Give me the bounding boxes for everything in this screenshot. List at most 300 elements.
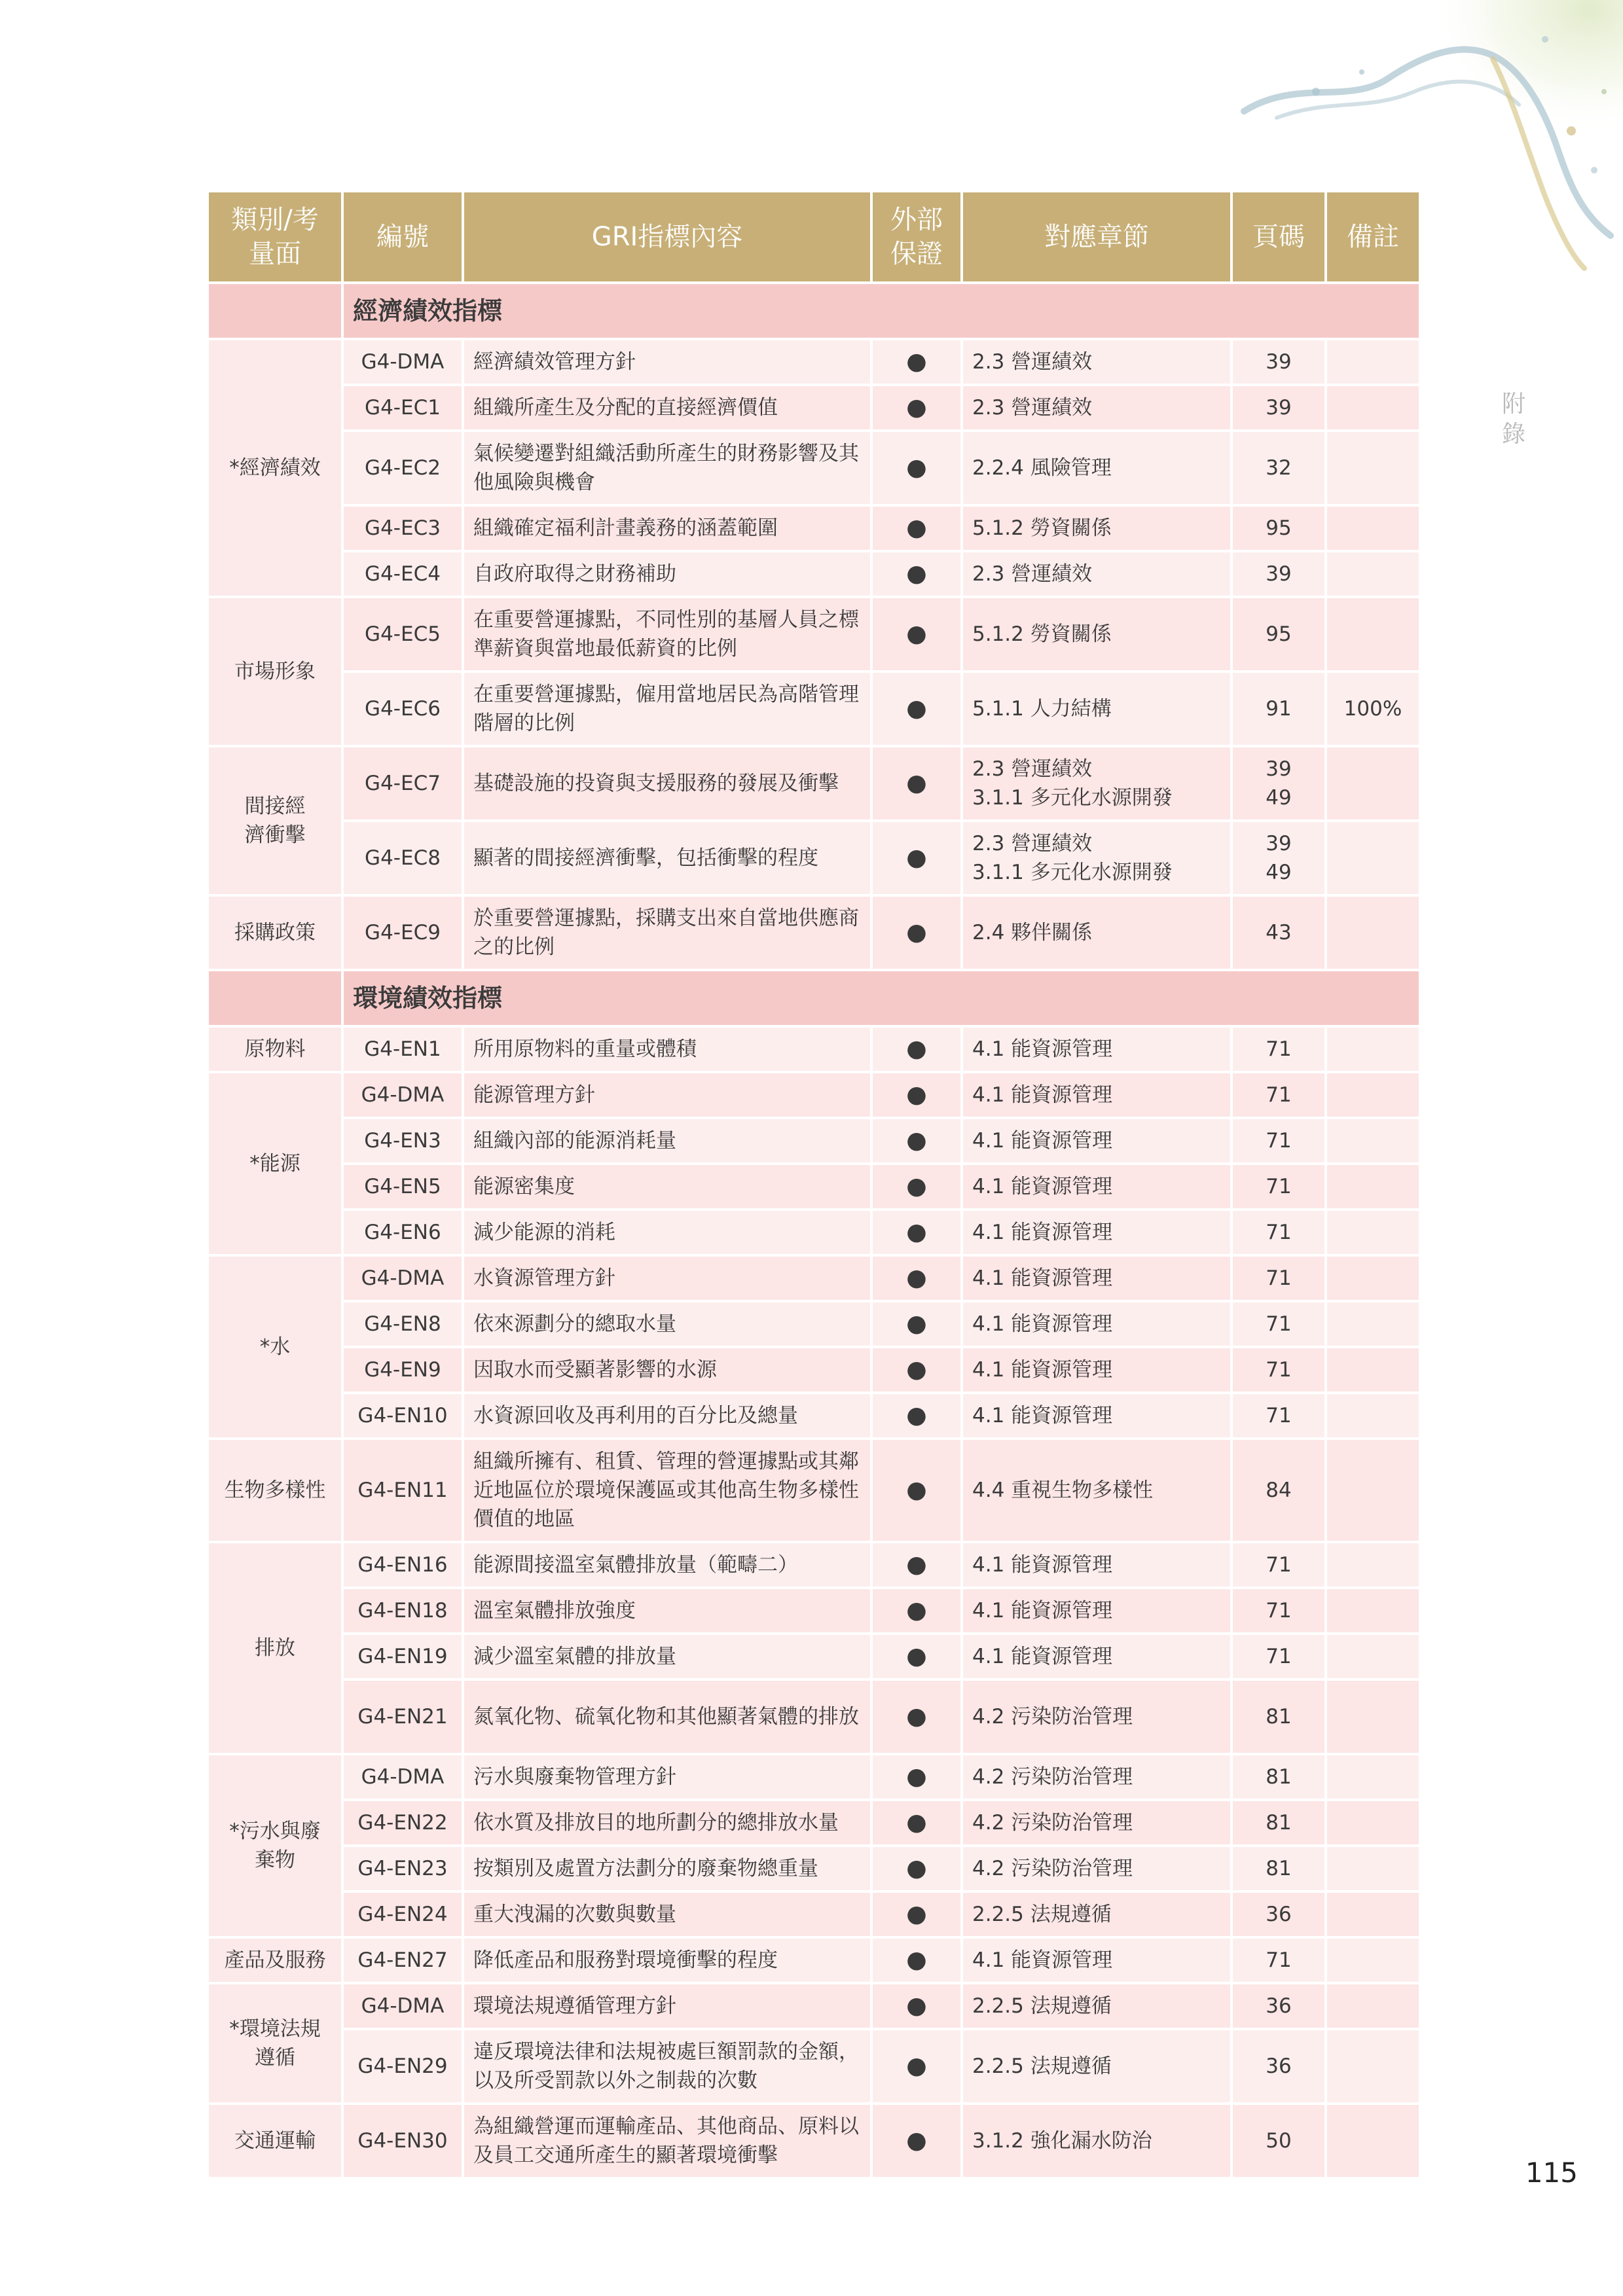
note-cell [1327, 598, 1419, 670]
category-cell: *污水與廢棄物 [209, 1755, 341, 1936]
indicator-cell: 組織內部的能源消耗量 [464, 1119, 870, 1162]
chapter-line: 4.1 能資源管理 [972, 1312, 1113, 1336]
note-cell [1327, 1984, 1419, 2028]
chapter-cell [963, 1847, 1230, 1890]
note-cell [1327, 1165, 1419, 1208]
assurance-mark: ● [873, 507, 960, 550]
note-cell [1327, 1755, 1419, 1799]
chapter-cell [963, 1681, 1230, 1753]
chapter-line: 2.3 營運績效 [972, 396, 1093, 420]
code-cell: G4-EC4 [344, 552, 462, 596]
chapter-line: 3.1.1 多元化水源開發 [972, 861, 1173, 884]
code-cell: G4-EC3 [344, 507, 462, 550]
section-title: 環境績效指標 [344, 971, 1419, 1025]
indicator-cell: 氮氧化物、硫氧化物和其他顯著氣體的排放 [464, 1681, 870, 1753]
chapter-line: 2.3 營運績效 [972, 562, 1093, 586]
assurance-mark: ● [873, 432, 960, 504]
page-cell [1233, 1893, 1324, 1936]
page-cell [1233, 747, 1324, 819]
page-line: 71 [1266, 1553, 1292, 1577]
page-cell [1233, 1939, 1324, 1982]
assurance-mark: ● [873, 2030, 960, 2102]
chapter-cell [963, 1589, 1230, 1632]
table-row [209, 1543, 1419, 1587]
category-cell: 原物料 [209, 1028, 341, 1071]
page-line: 71 [1266, 1266, 1292, 1290]
page-line: 71 [1266, 1599, 1292, 1623]
assurance-mark: ● [873, 1302, 960, 1346]
assurance-mark: ● [873, 598, 960, 670]
section-title: 經濟績效指標 [344, 284, 1419, 338]
page-cell [1233, 897, 1324, 969]
table-row [209, 1755, 1419, 1799]
note-cell [1327, 1847, 1419, 1890]
page-line: 49 [1266, 861, 1292, 884]
page-cell [1233, 822, 1324, 894]
note-cell [1327, 1589, 1419, 1632]
chapter-line: 2.3 營運績效 [972, 832, 1093, 855]
chapter-cell [963, 598, 1230, 670]
chapter-cell [963, 1394, 1230, 1437]
chapter-line: 2.2.5 法規遵循 [972, 1903, 1112, 1926]
chapter-cell [963, 1257, 1230, 1300]
chapter-line: 2.3 營運績效 [972, 350, 1093, 374]
page-cell [1233, 1028, 1324, 1071]
chapter-line: 2.4 夥伴關係 [972, 921, 1093, 944]
chapter-line: 4.1 能資源管理 [972, 1037, 1113, 1061]
chapter-cell [963, 1543, 1230, 1587]
indicator-cell: 在重要營運據點，僱用當地居民為高階管理階層的比例 [464, 673, 870, 745]
indicator-cell: 依水質及排放目的地所劃分的總排放水量 [464, 1801, 870, 1844]
chapter-line: 2.2.4 風險管理 [972, 456, 1112, 480]
chapter-line: 4.2 污染防治管理 [972, 1765, 1133, 1789]
indicator-cell: 降低產品和服務對環境衝擊的程度 [464, 1939, 870, 1982]
table-row [209, 1257, 1419, 1300]
page-line: 32 [1266, 456, 1292, 480]
chapter-cell [963, 1755, 1230, 1799]
page-cell [1233, 673, 1324, 745]
table-row [209, 1589, 1419, 1632]
page-cell [1233, 507, 1324, 550]
page-line: 71 [1266, 1221, 1292, 1244]
note-cell [1327, 1893, 1419, 1936]
page-number: 115 [1525, 2157, 1578, 2189]
page-cell [1233, 552, 1324, 596]
code-cell: G4-EN18 [344, 1589, 462, 1632]
page-line: 71 [1266, 1404, 1292, 1427]
chapter-line: 4.1 能資源管理 [972, 1948, 1113, 1972]
chapter-cell [963, 386, 1230, 429]
page-cell [1233, 1440, 1324, 1541]
code-cell: G4-EN11 [344, 1440, 462, 1541]
page-line: 71 [1266, 1083, 1292, 1107]
indicator-cell: 因取水而受顯著影響的水源 [464, 1348, 870, 1391]
indicator-cell: 環境法規遵循管理方針 [464, 1984, 870, 2028]
page-line: 71 [1266, 1358, 1292, 1382]
chapter-cell [963, 673, 1230, 745]
indicator-cell: 所用原物料的重量或體積 [464, 1028, 870, 1071]
chapter-line: 3.1.1 多元化水源開發 [972, 786, 1173, 810]
table-row [209, 1119, 1419, 1162]
assurance-mark: ● [873, 386, 960, 429]
note-cell [1327, 1635, 1419, 1678]
indicator-cell: 經濟績效管理方針 [464, 340, 870, 384]
assurance-mark: ● [873, 673, 960, 745]
code-cell: G4-EC7 [344, 747, 462, 819]
chapter-line: 2.3 營運績效 [972, 757, 1093, 781]
table-row [209, 340, 1419, 384]
chapter-cell [963, 822, 1230, 894]
table-header-row [209, 192, 1419, 281]
indicator-cell: 自政府取得之財務補助 [464, 552, 870, 596]
note-cell [1327, 1211, 1419, 1254]
category-cell: 生物多樣性 [209, 1440, 341, 1541]
code-cell: G4-DMA [344, 1257, 462, 1300]
chapter-line: 5.1.2 勞資關係 [972, 516, 1112, 540]
gri-index-table [206, 190, 1421, 2179]
chapter-line: 4.1 能資源管理 [972, 1404, 1113, 1427]
chapter-cell [963, 340, 1230, 384]
chapter-line: 4.2 污染防治管理 [972, 1811, 1133, 1835]
assurance-mark: ● [873, 1257, 960, 1300]
category-cell: 排放 [209, 1543, 341, 1753]
assurance-mark: ● [873, 897, 960, 969]
page-cell [1233, 1755, 1324, 1799]
chapter-cell [963, 2030, 1230, 2102]
page-line: 39 [1266, 350, 1292, 374]
page-cell [1233, 1847, 1324, 1890]
table-row [209, 673, 1419, 745]
chapter-cell [963, 1984, 1230, 2028]
code-cell: G4-EC6 [344, 673, 462, 745]
chapter-line: 4.1 能資源管理 [972, 1129, 1113, 1153]
note-cell [1327, 2030, 1419, 2102]
code-cell: G4-EN27 [344, 1939, 462, 1982]
code-cell: G4-EN29 [344, 2030, 462, 2102]
assurance-mark: ● [873, 1028, 960, 1071]
page-cell [1233, 1119, 1324, 1162]
category-cell: 交通運輸 [209, 2105, 341, 2177]
indicator-cell: 於重要營運據點，採購支出來自當地供應商之的比例 [464, 897, 870, 969]
table-row [209, 552, 1419, 596]
assurance-mark: ● [873, 1801, 960, 1844]
page-line: 39 [1266, 757, 1292, 781]
table-row [209, 1440, 1419, 1541]
page-line: 71 [1266, 1645, 1292, 1668]
chapter-cell [963, 1028, 1230, 1071]
table-body [209, 284, 1419, 2177]
page-line: 81 [1266, 1811, 1292, 1835]
chapter-cell [963, 897, 1230, 969]
page-cell [1233, 432, 1324, 504]
code-cell: G4-EC2 [344, 432, 462, 504]
page-line: 43 [1266, 921, 1292, 944]
note-cell [1327, 432, 1419, 504]
category-cell: 間接經濟衝擊 [209, 747, 341, 894]
page-line: 39 [1266, 396, 1292, 420]
indicator-cell: 能源間接溫室氣體排放量（範疇二） [464, 1543, 870, 1587]
indicator-cell: 違反環境法律和法規被處巨額罰款的金額，以及所受罰款以外之制裁的次數 [464, 2030, 870, 2102]
category-cell: *水 [209, 1257, 341, 1437]
code-cell: G4-EN9 [344, 1348, 462, 1391]
table-row [209, 747, 1419, 819]
assurance-mark: ● [873, 2105, 960, 2177]
header-code: 編號 [344, 192, 462, 281]
code-cell: G4-EC5 [344, 598, 462, 670]
page-line: 91 [1266, 697, 1292, 721]
note-cell [1327, 1939, 1419, 1982]
page-line: 36 [1266, 1994, 1292, 2018]
indicator-cell: 按類別及處置方法劃分的廢棄物總重量 [464, 1847, 870, 1890]
table-row [209, 1348, 1419, 1391]
chapter-cell [963, 1165, 1230, 1208]
indicator-cell: 能源密集度 [464, 1165, 870, 1208]
indicator-cell: 組織確定福利計畫義務的涵蓋範圍 [464, 507, 870, 550]
code-cell: G4-DMA [344, 1755, 462, 1799]
page-cell [1233, 1543, 1324, 1587]
code-cell: G4-EN21 [344, 1681, 462, 1753]
indicator-cell: 減少溫室氣體的排放量 [464, 1635, 870, 1678]
table-row [209, 432, 1419, 504]
chapter-line: 5.1.2 勞資關係 [972, 622, 1112, 646]
header-note: 備註 [1327, 192, 1419, 281]
table-row [209, 1939, 1419, 1982]
assurance-mark: ● [873, 1589, 960, 1632]
code-cell: G4-EN6 [344, 1211, 462, 1254]
category-cell: *能源 [209, 1073, 341, 1254]
page-line: 36 [1266, 1903, 1292, 1926]
category-cell: *環境法規遵循 [209, 1984, 341, 2102]
chapter-line: 3.1.2 強化漏水防治 [972, 2129, 1152, 2153]
assurance-mark: ● [873, 1847, 960, 1890]
note-cell [1327, 1073, 1419, 1117]
indicator-cell: 在重要營運據點，不同性別的基層人員之標準薪資與當地最低薪資的比例 [464, 598, 870, 670]
note-cell [1327, 1257, 1419, 1300]
note-cell [1327, 1801, 1419, 1844]
section-row [209, 971, 1419, 1025]
page-cell [1233, 598, 1324, 670]
note-cell [1327, 1394, 1419, 1437]
chapter-cell [963, 1939, 1230, 1982]
assurance-mark: ● [873, 1348, 960, 1391]
header-chapter: 對應章節 [963, 192, 1230, 281]
code-cell: G4-EN8 [344, 1302, 462, 1346]
code-cell: G4-EC8 [344, 822, 462, 894]
category-cell: 產品及服務 [209, 1939, 341, 1982]
assurance-mark: ● [873, 1939, 960, 1982]
chapter-line: 4.1 能資源管理 [972, 1175, 1113, 1198]
note-cell [1327, 1302, 1419, 1346]
page-line: 36 [1266, 2054, 1292, 2078]
page-line: 49 [1266, 786, 1292, 810]
assurance-mark: ● [873, 1543, 960, 1587]
assurance-mark: ● [873, 1119, 960, 1162]
note-cell [1327, 897, 1419, 969]
code-cell: G4-EN1 [344, 1028, 462, 1071]
assurance-mark: ● [873, 747, 960, 819]
page-line: 71 [1266, 1129, 1292, 1153]
assurance-mark: ● [873, 1073, 960, 1117]
indicator-cell: 基礎設施的投資與支援服務的發展及衝擊 [464, 747, 870, 819]
code-cell: G4-EN10 [344, 1394, 462, 1437]
chapter-line: 4.4 重視生物多樣性 [972, 1479, 1154, 1502]
chapter-cell [963, 1348, 1230, 1391]
page-line: 39 [1266, 832, 1292, 855]
table-row [209, 1028, 1419, 1071]
chapter-line: 4.1 能資源管理 [972, 1358, 1113, 1382]
note-cell [1327, 507, 1419, 550]
page-cell [1233, 1635, 1324, 1678]
note-cell [1327, 1119, 1419, 1162]
assurance-mark: ● [873, 340, 960, 384]
page-line: 39 [1266, 562, 1292, 586]
chapter-cell [963, 552, 1230, 596]
indicator-cell: 水資源回收及再利用的百分比及總量 [464, 1394, 870, 1437]
code-cell: G4-EC1 [344, 386, 462, 429]
indicator-cell: 溫室氣體排放強度 [464, 1589, 870, 1632]
code-cell: G4-DMA [344, 340, 462, 384]
table-row [209, 2030, 1419, 2102]
assurance-mark: ● [873, 1755, 960, 1799]
page-cell [1233, 2030, 1324, 2102]
header-category: 類別/考量面 [209, 192, 341, 281]
page-cell [1233, 2105, 1324, 2177]
page-cell [1233, 1257, 1324, 1300]
page-line: 71 [1266, 1948, 1292, 1972]
chapter-cell [963, 1073, 1230, 1117]
page-line: 71 [1266, 1037, 1292, 1061]
section-row [209, 284, 1419, 338]
assurance-mark: ● [873, 1165, 960, 1208]
code-cell: G4-EC9 [344, 897, 462, 969]
page-cell [1233, 1348, 1324, 1391]
page-cell [1233, 1394, 1324, 1437]
header-assurance: 外部保證 [873, 192, 960, 281]
assurance-mark: ● [873, 822, 960, 894]
note-cell [1327, 552, 1419, 596]
chapter-cell [963, 1440, 1230, 1541]
chapter-line: 4.1 能資源管理 [972, 1553, 1113, 1577]
table-row [209, 1165, 1419, 1208]
note-cell [1327, 1348, 1419, 1391]
note-cell [1327, 340, 1419, 384]
chapter-cell [963, 432, 1230, 504]
indicator-cell: 組織所產生及分配的直接經濟價值 [464, 386, 870, 429]
code-cell: G4-EN30 [344, 2105, 462, 2177]
page-cell [1233, 1681, 1324, 1753]
page-line: 71 [1266, 1312, 1292, 1336]
indicator-cell: 為組織營運而運輸產品、其他商品、原料以及員工交通所產生的顯著環境衝擊 [464, 2105, 870, 2177]
table-row [209, 2105, 1419, 2177]
chapter-line: 4.1 能資源管理 [972, 1599, 1113, 1623]
chapter-cell [963, 1119, 1230, 1162]
assurance-mark: ● [873, 1394, 960, 1437]
page-cell [1233, 1302, 1324, 1346]
indicator-cell: 水資源管理方針 [464, 1257, 870, 1300]
chapter-cell [963, 1801, 1230, 1844]
code-cell: G4-EN23 [344, 1847, 462, 1890]
note-cell [1327, 2105, 1419, 2177]
page-line: 95 [1266, 622, 1292, 646]
page-cell [1233, 1801, 1324, 1844]
category-cell: *經濟績效 [209, 340, 341, 596]
page-cell [1233, 340, 1324, 384]
chapter-line: 4.1 能資源管理 [972, 1221, 1113, 1244]
table-row [209, 1893, 1419, 1936]
assurance-mark: ● [873, 1211, 960, 1254]
note-cell [1327, 822, 1419, 894]
page-line: 71 [1266, 1175, 1292, 1198]
page-line: 84 [1266, 1479, 1292, 1502]
indicator-cell: 減少能源的消耗 [464, 1211, 870, 1254]
indicator-cell: 依來源劃分的總取水量 [464, 1302, 870, 1346]
chapter-line: 4.2 污染防治管理 [972, 1857, 1133, 1880]
note-cell [1327, 1543, 1419, 1587]
assurance-mark: ● [873, 1984, 960, 2028]
chapter-cell [963, 2105, 1230, 2177]
table-row [209, 1801, 1419, 1844]
page-cell [1233, 1984, 1324, 2028]
assurance-mark: ● [873, 1893, 960, 1936]
code-cell: G4-EN3 [344, 1119, 462, 1162]
chapter-line: 4.2 污染防治管理 [972, 1705, 1133, 1729]
assurance-mark: ● [873, 1681, 960, 1753]
assurance-mark: ● [873, 552, 960, 596]
chapter-line: 4.1 能資源管理 [972, 1083, 1113, 1107]
indicator-cell: 能源管理方針 [464, 1073, 870, 1117]
table-row [209, 507, 1419, 550]
indicator-cell: 氣候變遷對組織活動所產生的財務影響及其他風險與機會 [464, 432, 870, 504]
table-row [209, 822, 1419, 894]
category-cell: 採購政策 [209, 897, 341, 969]
chapter-cell [963, 507, 1230, 550]
code-cell: G4-DMA [344, 1984, 462, 2028]
note-cell: 100% [1327, 673, 1419, 745]
page-cell [1233, 1589, 1324, 1632]
table-row [209, 1847, 1419, 1890]
page-cell [1233, 386, 1324, 429]
chapter-line: 5.1.1 人力結構 [972, 697, 1112, 721]
note-cell [1327, 1681, 1419, 1753]
chapter-cell [963, 747, 1230, 819]
page-line: 81 [1266, 1765, 1292, 1789]
chapter-line: 2.2.5 法規遵循 [972, 1994, 1112, 2018]
table-row [209, 1302, 1419, 1346]
indicator-cell: 污水與廢棄物管理方針 [464, 1755, 870, 1799]
note-cell [1327, 386, 1419, 429]
table-row [209, 897, 1419, 969]
chapter-line: 4.1 能資源管理 [972, 1645, 1113, 1668]
page-line: 95 [1266, 516, 1292, 540]
table-row [209, 1394, 1419, 1437]
appendix-side-tab: 附錄 [1501, 391, 1525, 448]
chapter-cell [963, 1893, 1230, 1936]
code-cell: G4-EN22 [344, 1801, 462, 1844]
table-row [209, 598, 1419, 670]
table-row [209, 386, 1419, 429]
assurance-mark: ● [873, 1635, 960, 1678]
page-cell [1233, 1073, 1324, 1117]
category-cell: 市場形象 [209, 598, 341, 745]
code-cell: G4-EN24 [344, 1893, 462, 1936]
page-cell [1233, 1211, 1324, 1254]
page-line: 50 [1266, 2129, 1292, 2153]
table-row [209, 1211, 1419, 1254]
table-row [209, 1984, 1419, 2028]
table-row [209, 1635, 1419, 1678]
indicator-cell: 組織所擁有、租賃、管理的營運據點或其鄰近地區位於環境保護區或其他高生物多樣性價值的地區 [464, 1440, 870, 1541]
header-indicator: GRI指標內容 [464, 192, 870, 281]
